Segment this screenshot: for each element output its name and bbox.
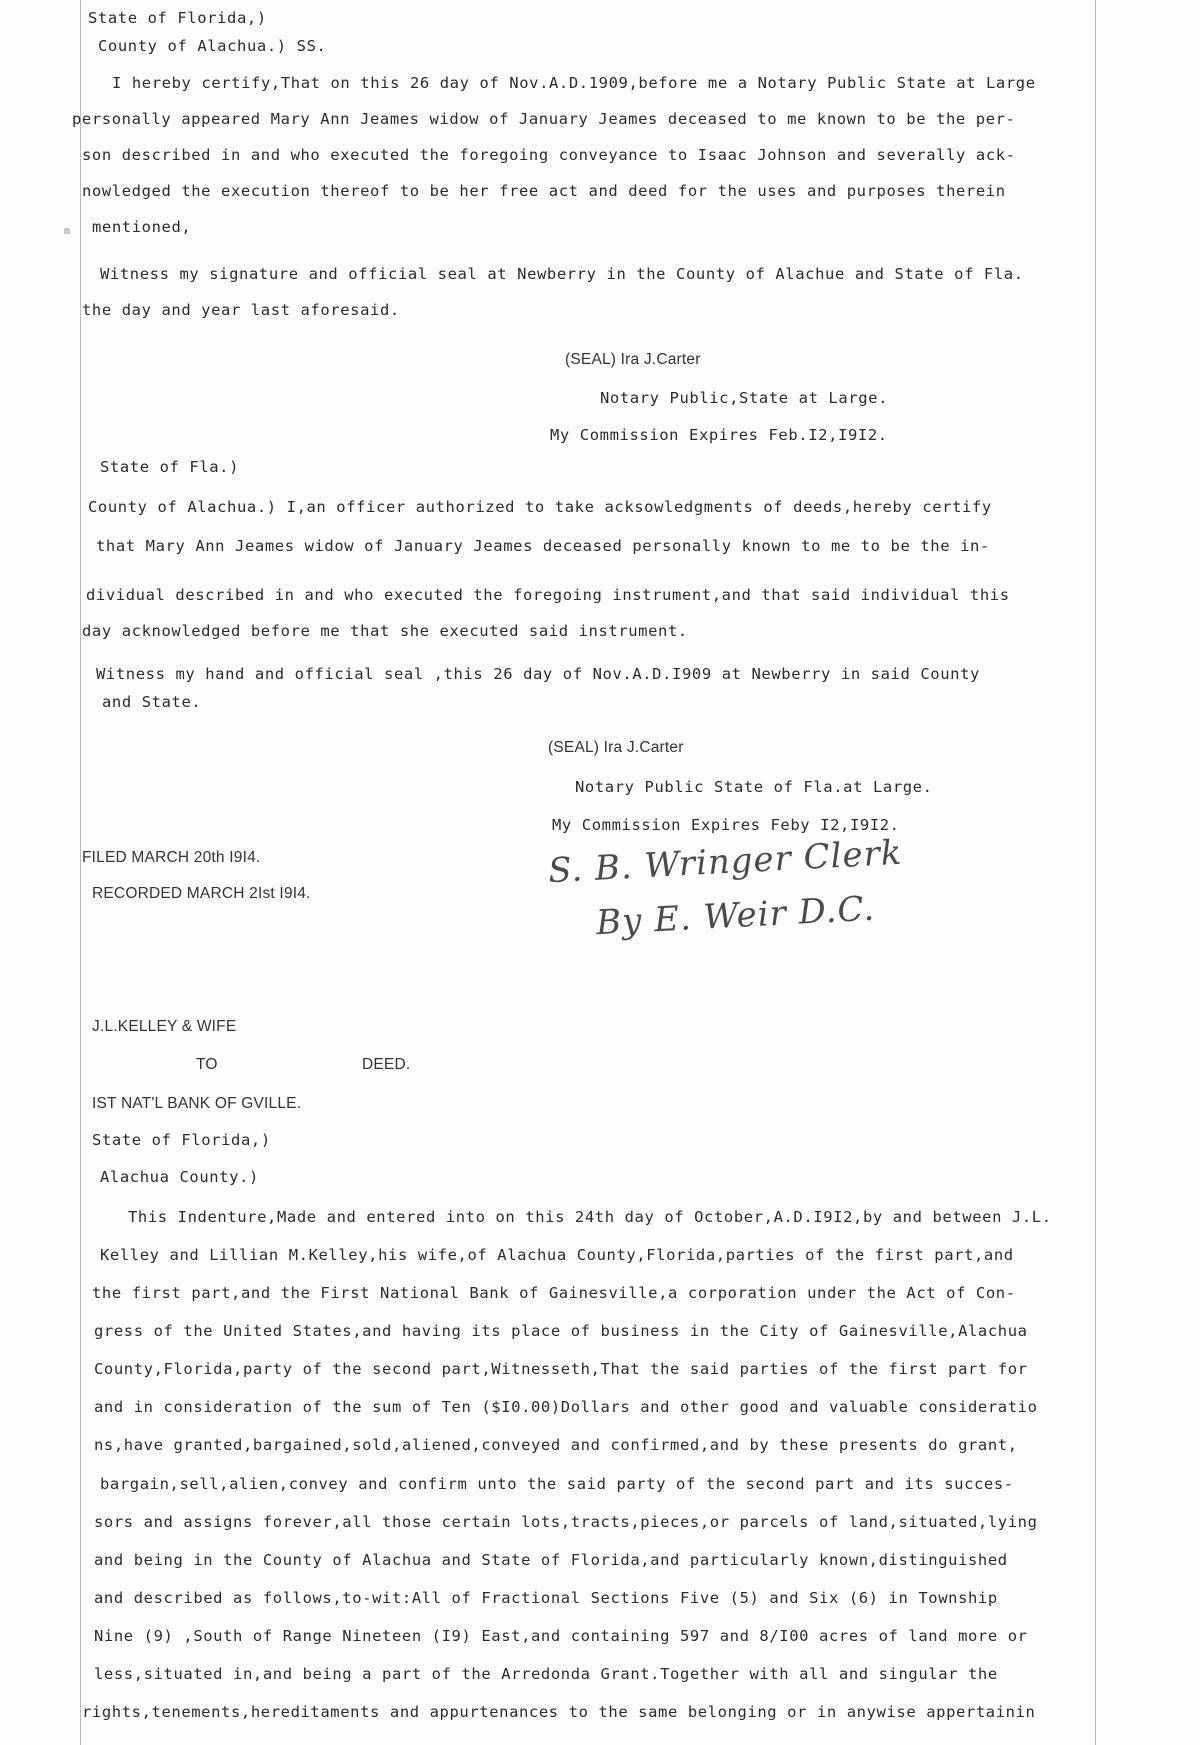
cert2-line: and State. (102, 693, 202, 711)
deed-type: DEED. (362, 1056, 411, 1073)
indenture-state-heading: State of Florida,) (92, 1131, 271, 1149)
cert1-county-heading: County of Alachua.) SS. (98, 37, 327, 55)
deed-grantee: IST NAT'L BANK OF GVILLE. (92, 1095, 302, 1112)
indenture-line: and described as follows,to-wit:All of Fractional Sections Five (5) and Six (6) in Township (94, 1589, 998, 1607)
indenture-line: and in consideration of the sum of Ten ($I0.00)Dollars and other good and valuable consideratio (94, 1398, 1038, 1416)
cert2-line: day acknowledged before me that she executed said instrument. (82, 622, 688, 640)
cert1-line: mentioned, (92, 218, 192, 236)
cert2-seal-signature: (SEAL) Ira J.Carter (548, 739, 684, 756)
recorded-stamp: RECORDED MARCH 2Ist I9I4. (92, 885, 311, 902)
cert1-line: personally appeared Mary Ann Jeames widow of January Jeames deceased to me known to be the per- (72, 110, 1016, 128)
cert2-line: Witness my hand and official seal ,this 26 day of Nov.A.D.I909 at Newberry in said County (96, 665, 980, 683)
cert1-notary-title: Notary Public,State at Large. (600, 389, 889, 407)
indenture-line: and being in the County of Alachua and State of Florida,and particularly known,distinguished (94, 1551, 1008, 1569)
indenture-line: Nine (9) ,South of Range Nineteen (I9) East,and containing 597 and 8/I00 acres of land more or (94, 1627, 1028, 1645)
indenture-line: County,Florida,party of the second part,Witnesseth,That the said parties of the first part for (94, 1360, 1028, 1378)
cert1-state-heading: State of Florida,) (88, 9, 267, 27)
right-margin-rule (1095, 0, 1096, 1745)
cert1-line: the day and year last aforesaid. (82, 301, 400, 319)
cert2-line: that Mary Ann Jeames widow of January Jeames deceased personally known to me to be the in- (96, 537, 990, 555)
clerk-signature: S. B. Wringer Clerk (547, 832, 904, 892)
cert2-line: County of Alachua.) I,an officer authorized to take acksowledgments of deeds,hereby certify (88, 498, 992, 516)
deed-grantor: J.L.KELLEY & WIFE (92, 1018, 237, 1035)
indenture-line: Kelley and Lillian M.Kelley,his wife,of Alachua County,Florida,parties of the first part,and (100, 1246, 1014, 1264)
cert1-seal-signature: (SEAL) Ira J.Carter (565, 351, 701, 368)
margin-mark: m (64, 226, 71, 237)
cert2-commission: My Commission Expires Feby I2,I9I2. (552, 816, 900, 834)
deed-to: TO (196, 1056, 218, 1073)
left-margin-rule (80, 0, 81, 1745)
cert1-line: nowledged the execution thereof to be her free act and deed for the uses and purposes therein (82, 182, 1006, 200)
indenture-line: This Indenture,Made and entered into on this 24th day of October,A.D.I9I2,by and between J.L. (128, 1208, 1052, 1226)
indenture-line: rights,tenements,hereditaments and appurtenances to the same belonging or in anywise appertainin (82, 1703, 1036, 1721)
cert1-commission: My Commission Expires Feb.I2,I9I2. (550, 426, 888, 444)
indenture-line: ns,have granted,bargained,sold,aliened,conveyed and confirmed,and by these presents do grant, (94, 1436, 1018, 1454)
indenture-line: bargain,sell,alien,convey and confirm unto the said party of the second part and its succes- (100, 1475, 1014, 1493)
filed-stamp: FILED MARCH 20th I9I4. (82, 849, 261, 866)
cert1-line: son described in and who executed the foregoing conveyance to Isaac Johnson and severally ack- (82, 146, 1016, 164)
cert1-line: I hereby certify,That on this 26 day of Nov.A.D.1909,before me a Notary Public State at Large (112, 74, 1036, 92)
indenture-county-heading: Alachua County.) (100, 1168, 259, 1186)
deputy-clerk-signature: By E. Weir D.C. (595, 888, 876, 944)
indenture-line: sors and assigns forever,all those certain lots,tracts,pieces,or parcels of land,situated,lying (94, 1513, 1038, 1531)
indenture-line: less,situated in,and being a part of the Arredonda Grant.Together with all and singular the (94, 1665, 998, 1683)
indenture-line: gress of the United States,and having its place of business in the City of Gainesville,Alachua (94, 1322, 1028, 1340)
cert2-state-heading: State of Fla.) (100, 458, 240, 476)
indenture-line: the first part,and the First National Bank of Gainesville,a corporation under the Act of Con- (92, 1284, 1016, 1302)
cert2-notary-title: Notary Public State of Fla.at Large. (575, 778, 933, 796)
cert1-line: Witness my signature and official seal at Newberry in the County of Alachue and State of Fla. (100, 265, 1024, 283)
cert2-line: dividual described in and who executed the foregoing instrument,and that said individual this (86, 586, 1010, 604)
